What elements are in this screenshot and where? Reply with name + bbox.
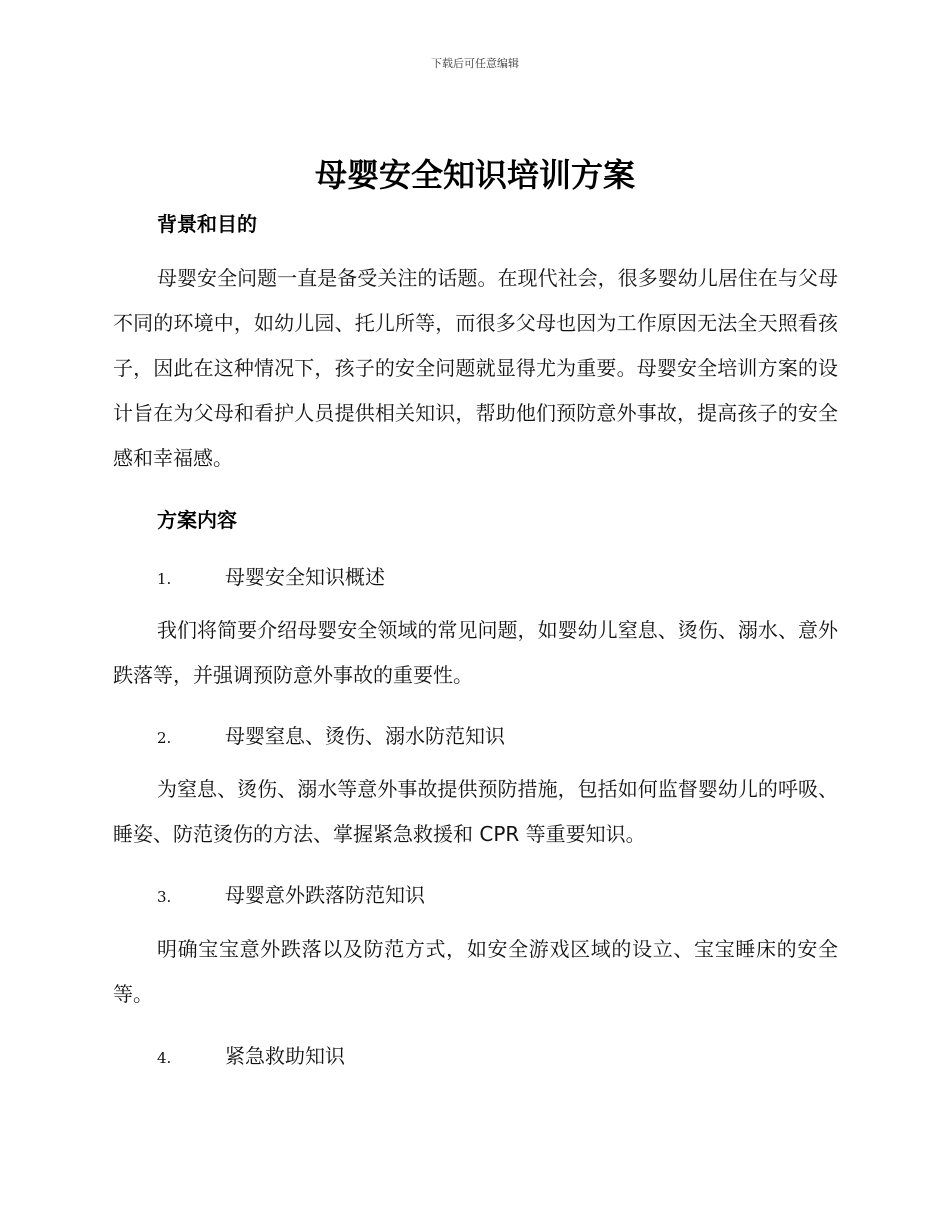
list-item-number: 1. bbox=[157, 570, 172, 588]
list-item-title: 母婴窒息、烫伤、溺水防范知识 bbox=[225, 724, 505, 748]
list-item-1-description: 我们将简要介绍母婴安全领域的常见问题，如婴幼儿窒息、烫伤、溺水、意外跌落等，并强调预防意外事故的重要性。 bbox=[113, 618, 838, 687]
list-item-1 bbox=[157, 561, 385, 590]
list-item-4 bbox=[157, 1040, 345, 1069]
section-heading-background: 背景和目的 bbox=[157, 212, 257, 236]
page-header-note: 下载后可任意编辑 bbox=[431, 57, 519, 70]
list-item-2-description: 为窒息、烫伤、溺水等意外事故提供预防措施，包括如何监督婴幼儿的呼吸、睡姿、防范烫伤的方法、掌握紧急救援和 CPR 等重要知识。 bbox=[113, 777, 838, 846]
background-paragraph: 母婴安全问题一直是备受关注的话题。在现代社会，很多婴幼儿居住在与父母不同的环境中，如幼儿园、托儿所等，而很多父母也因为工作原因无法全天照看孩子，因此在这种情况下，孩子的安全问题就显得尤为重要。母婴安全培训方案的设计旨在为父母和看护人员提供相关知识，帮助他们预防意外事故，提高孩子的安全感和幸福感。 bbox=[113, 266, 838, 470]
list-item-title: 紧急救助知识 bbox=[225, 1044, 345, 1068]
list-item-number: 3. bbox=[157, 888, 172, 906]
list-item-number: 4. bbox=[157, 1049, 172, 1067]
list-item-3 bbox=[157, 879, 425, 908]
list-item-number: 2. bbox=[157, 729, 172, 747]
list-item-title: 母婴安全知识概述 bbox=[225, 565, 385, 589]
list-item-3-description: 明确宝宝意外跌落以及防范方式，如安全游戏区域的设立、宝宝睡床的安全等。 bbox=[113, 937, 838, 1006]
list-item-2 bbox=[157, 720, 505, 749]
section-heading-content: 方案内容 bbox=[157, 508, 237, 532]
list-item-title: 母婴意外跌落防范知识 bbox=[225, 883, 425, 907]
document-title: 母婴安全知识培训方案 bbox=[314, 156, 635, 194]
